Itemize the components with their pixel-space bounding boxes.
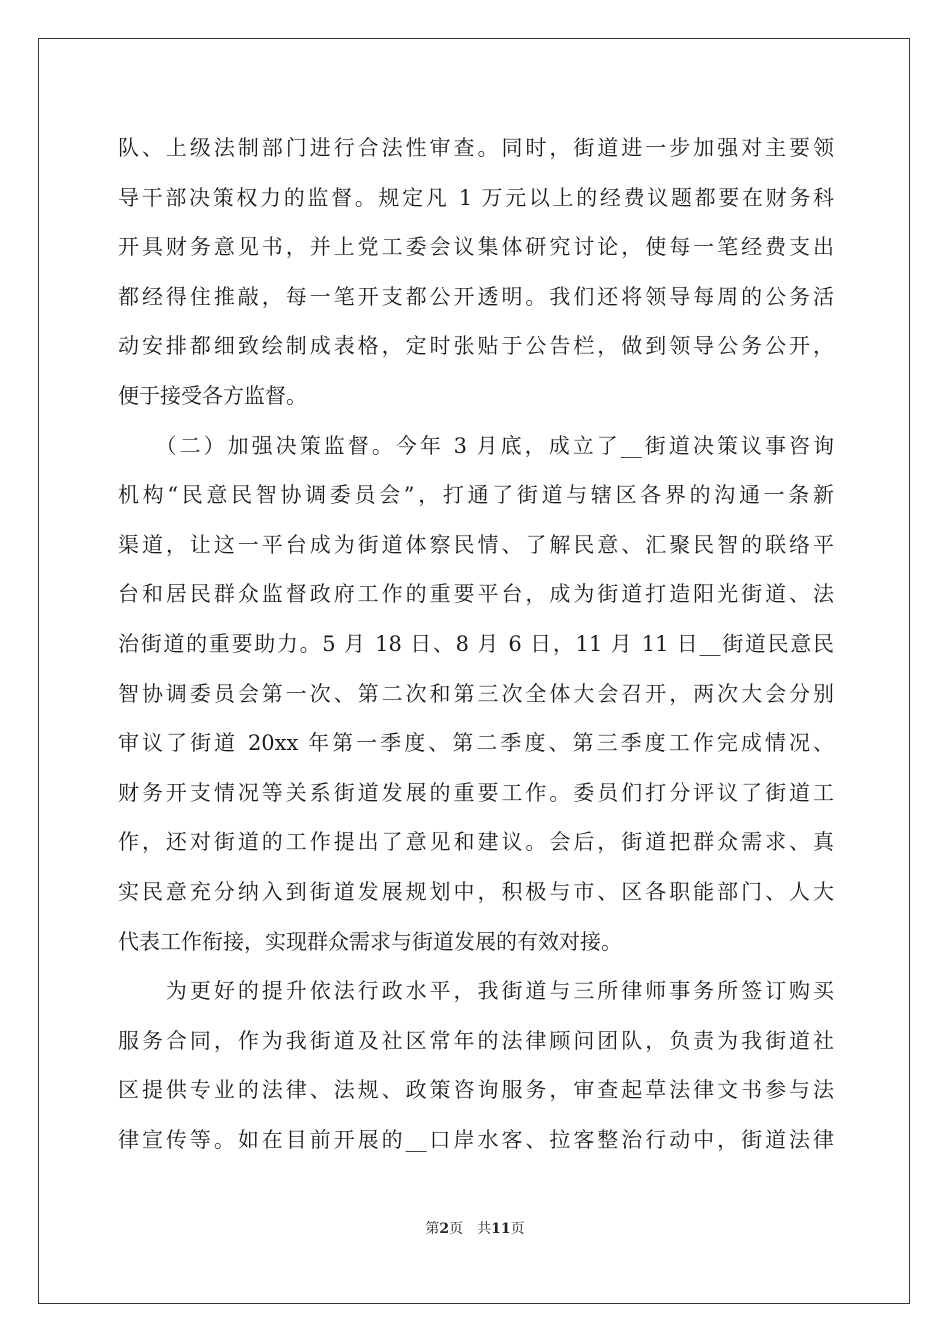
text-line: 作，还对街道的工作提出了意见和建议。会后，街道把群众需求、真 [118,830,834,855]
page-footer [0,1218,950,1238]
text-line: 开具财务意见书，并上党工委会议集体研究讨论，使每一笔经费支出 [118,235,834,260]
page-total-prefix: 共 [477,1221,492,1237]
text-line: 代表工作衔接，实现群众需求与街道发展的有效对接。 [118,929,622,954]
text-line: 机构“民意民智协调委员会”，打通了街道与辖区各界的沟通一条新 [118,483,834,508]
document-body [118,124,834,1165]
page-number-suffix: 页 [449,1221,464,1237]
text-line: 治街道的重要助力。5 月 18 日、8 月 6 日，11 月 11 日__街道民意民 [118,631,834,656]
text-line: 为更好的提升依法行政水平，我街道与三所律师事务所签订购买 [118,979,834,1004]
page-total-suffix: 页 [510,1221,525,1237]
text-line: 审议了街道 20xx 年第一季度、第二季度、第三季度工作完成情况、 [118,731,834,756]
page-number-prefix: 第 [425,1221,440,1237]
text-line: 服务合同，作为我街道及社区常年的法律顾问团队，负责为我街道社 [118,1028,834,1053]
text-line: 实民意充分纳入到街道发展规划中，积极与市、区各职能部门、人大 [118,879,834,904]
text-line: 律宣传等。如在目前开展的__口岸水客、拉客整治行动中，街道法律 [118,1127,834,1152]
text-line: 导干部决策权力的监督。规定凡 1 万元以上的经费议题都要在财务科 [118,185,834,210]
text-line: 台和居民群众监督政府工作的重要平台，成为街道打造阳光街道、法 [118,582,834,607]
text-line: （二）加强决策监督。今年 3 月底，成立了__街道决策议事咨询 [118,433,834,458]
text-line: 队、上级法制部门进行合法性审查。同时，街道进一步加强对主要领 [118,136,834,160]
text-line: 便于接受各方监督。 [118,383,307,408]
text-line: 智协调委员会第一次、第二次和第三次全体大会召开，两次大会分别 [118,681,834,706]
text-line: 区提供专业的法律、法规、政策咨询服务，审查起草法律文书参与法 [118,1078,834,1103]
text-line: 都经得住推敲，每一笔开支都公开透明。我们还将领导每周的公务活 [118,284,834,309]
text-line: 渠道，让这一平台成为街道体察民情、了解民意、汇聚民智的联络平 [118,532,834,557]
text-line: 动安排都细致绘制成表格，定时张贴于公告栏，做到领导公务公开， [118,334,834,359]
text-line: 财务开支情况等关系街道发展的重要工作。委员们打分评议了街道工 [118,780,834,805]
page-number-current: 2 [439,1221,450,1237]
page-total-count: 11 [491,1221,511,1237]
